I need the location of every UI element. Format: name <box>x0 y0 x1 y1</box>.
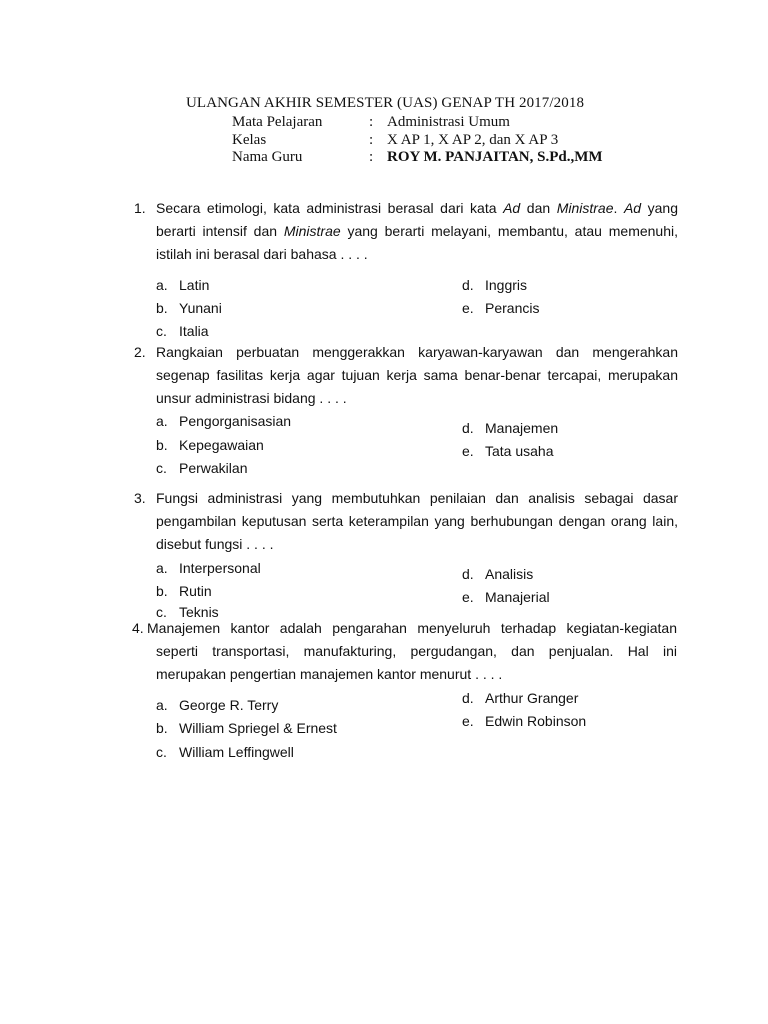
question-line: Secara etimologi, kata administrasi berasal dari kata Ad dan Ministrae. Ad yang <box>156 200 678 216</box>
question-line: pengambilan keputusan serta keterampilan yang berhubungan dengan orang lain, <box>156 513 678 529</box>
question-line: disebut fungsi . . . . <box>156 536 274 552</box>
question-text <box>156 341 678 410</box>
exam-title: ULANGAN AKHIR SEMESTER (UAS) GENAP TH 2017/2018 <box>186 95 585 111</box>
question-line: berarti intensif dan Ministrae yang berarti melayani, membantu, atau memenuhi, <box>156 223 678 239</box>
question-line: Fungsi administrasi yang membutuhkan penilaian dan analisis sebagai dasar <box>156 490 678 506</box>
question-line: istilah ini berasal dari bahasa . . . . <box>156 246 368 262</box>
meta-separator: : <box>369 114 374 130</box>
meta-label: Mata Pelajaran <box>232 114 323 130</box>
question-number: 1. <box>134 200 146 216</box>
question-number: 4. <box>132 620 144 636</box>
meta-separator: : <box>369 132 374 148</box>
question-number: 2. <box>134 344 146 360</box>
question-line: seperti transportasi, manufakturing, pergudangan, dan penjualan. Hal ini <box>156 643 677 659</box>
question-text <box>156 197 678 266</box>
question-line: unsur administrasi bidang . . . . <box>156 390 347 406</box>
meta-label: Kelas <box>232 132 267 148</box>
meta-value: X AP 1, X AP 2, dan X AP 3 <box>387 132 559 148</box>
question-text <box>156 487 678 556</box>
question-line: segenap fasilitas kerja agar tujuan kerja sama benar-benar tercapai, merupakan <box>156 367 678 383</box>
meta-value: ROY M. PANJAITAN, S.Pd.,MM <box>387 149 603 165</box>
exam-page: ULANGAN AKHIR SEMESTER (UAS) GENAP TH 2017/2018 Mata Pelajaran : Administrasi Umum Kelas : X AP 1, X AP 2, dan X AP 3 Nama Guru : ROY M. PANJAITAN, S.Pd.,MM 1. Secara etimologi, kata administrasi berasal dari kata Ad dan Ministrae. Ad yang berarti intensif dan Ministrae yang berarti melayani, membantu, atau memenuhi, istilah ini berasal dari bahasa . . . . a. Latin b. Yunani c. Italia d. Inggris e. Perancis 2. Rangkaian perbuatan menggerakkan karyawan-karyawan dan mengerahkan segenap fasilitas kerja agar tujuan kerja sama benar-benar tercapai, merupakan unsur administrasi bidang . . . . a. Pengorganisasian b. Kepegawaian c. Perwakilan d. Manajemen e. Tata usaha 3. Fungsi administrasi yang membutuhkan penilaian dan analisis sebagai dasar pengambilan keputusan serta keterampilan yang berhubungan dengan orang lain, disebut fungsi . . . . a. Interpersonal b. Rutin c. Teknis d. Analisis e. Manajerial 4. Manajemen kantor adalah pengarahan menyeluruh terhadap kegiatan-kegiatan seperti transportasi, manufakturing, pergudangan, dan penjualan. Hal ini merupakan pengertian manajemen kantor menurut . . . . a. George R. Terry b. William Spriegel & Ernest c. William Leffingwell d. Arthur Granger e. Edwin Robinson <box>132 95 678 760</box>
question-line: merupakan pengertian manajemen kantor menurut . . . . <box>156 666 503 682</box>
meta-value: Administrasi Umum <box>387 114 510 130</box>
question-line: Manajemen kantor adalah pengarahan menyeluruh terhadap kegiatan-kegiatan <box>147 620 677 636</box>
meta-label: Nama Guru <box>232 149 303 165</box>
question-number: 3. <box>134 490 146 506</box>
meta-separator: : <box>369 149 374 165</box>
question-text <box>147 617 677 686</box>
question-line: Rangkaian perbuatan menggerakkan karyawan-karyawan dan mengerahkan <box>156 344 678 360</box>
